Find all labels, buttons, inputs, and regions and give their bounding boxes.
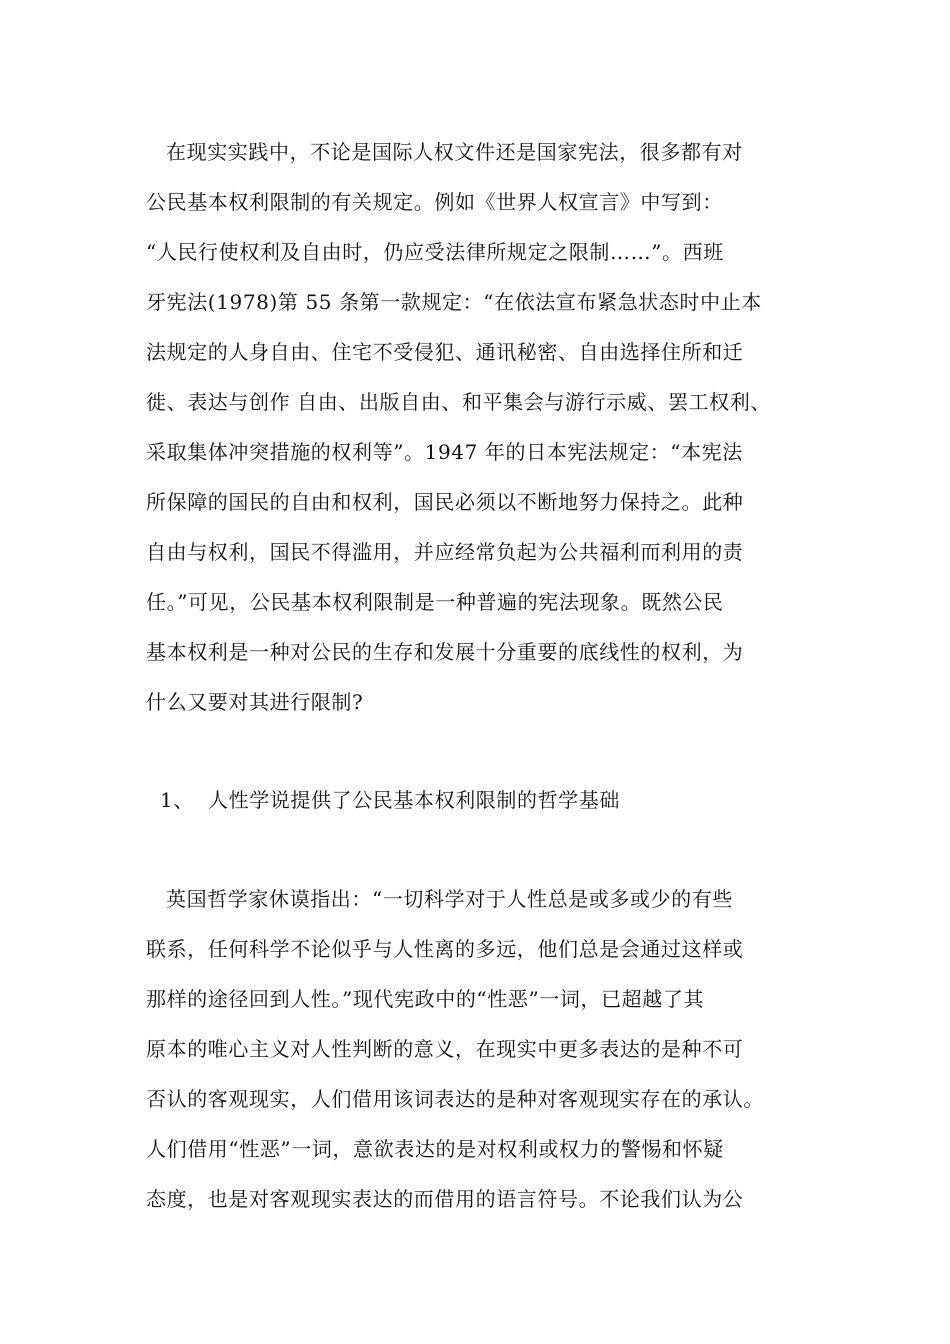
paragraph-line: 什么又要对其进行限制? [146,690,364,714]
paragraph-line: 原本的唯心主义对人性判断的意义，在现实中更多表达的是种不可 [146,1037,744,1061]
paragraph-line: 任。”可见，公民基本权利限制是一种普遍的宪法现象。既然公民 [146,590,724,614]
paragraph-line: 英国哲学家休谟指出：“一切科学对于人性总是或多或少的有些 [166,887,734,911]
paragraph-line: 采取集体冲突措施的权利等”。1947 年的日本宪法规定：“本宪法 [146,440,743,464]
paragraph-line: 牙宪法(1978)第 55 条第一款规定：“在依法宣布紧急状态时中止本 [146,290,762,314]
paragraph-line: “人民行使权利及自由时，仍应受法律所规定之限制……”。西班 [146,240,724,264]
section-number: 1、 [160,788,194,812]
paragraph-line: 人们借用“性恶”一词，意欲表达的是对权利或权力的警惕和怀疑 [146,1137,724,1161]
paragraph-line: 公民基本权利限制的有关规定。例如《世界人权宣言》中写到： [146,190,723,214]
paragraph-line: 徙、表达与创作 自由、出版自由、和平集会与游行示威、罢工权利、 [146,390,771,414]
paragraph-line: 法规定的人身自由、住宅不受侵犯、通讯秘密、自由选择住所和迁 [146,340,744,364]
paragraph-line: 在现实实践中，不论是国际人权文件还是国家宪法，很多都有对 [166,140,743,164]
paragraph-line: 态度，也是对客观现实表达的而借用的语言符号。不论我们认为公 [146,1187,744,1211]
paragraph-line: 联系，任何科学不论似乎与人性离的多远，他们总是会通过这样或 [146,937,744,961]
paragraph-line: 基本权利是一种对公民的生存和发展十分重要的底线性的权利，为 [146,640,744,664]
paragraph-line: 那样的途径回到人性。”现代宪政中的“性恶”一词，已超越了其 [146,987,705,1011]
paragraph-line: 否认的客观现实，人们借用该词表达的是种对客观现实存在的承认。 [146,1087,764,1111]
paragraph-line: 自由与权利，国民不得滥用，并应经常负起为公共福利而利用的责 [146,540,744,564]
section-heading [160,787,620,813]
paragraph-line: 所保障的国民的自由和权利，国民必须以不断地努力保持之。此种 [146,490,744,514]
section-title: 人性学说提供了公民基本权利限制的哲学基础 [208,788,620,812]
